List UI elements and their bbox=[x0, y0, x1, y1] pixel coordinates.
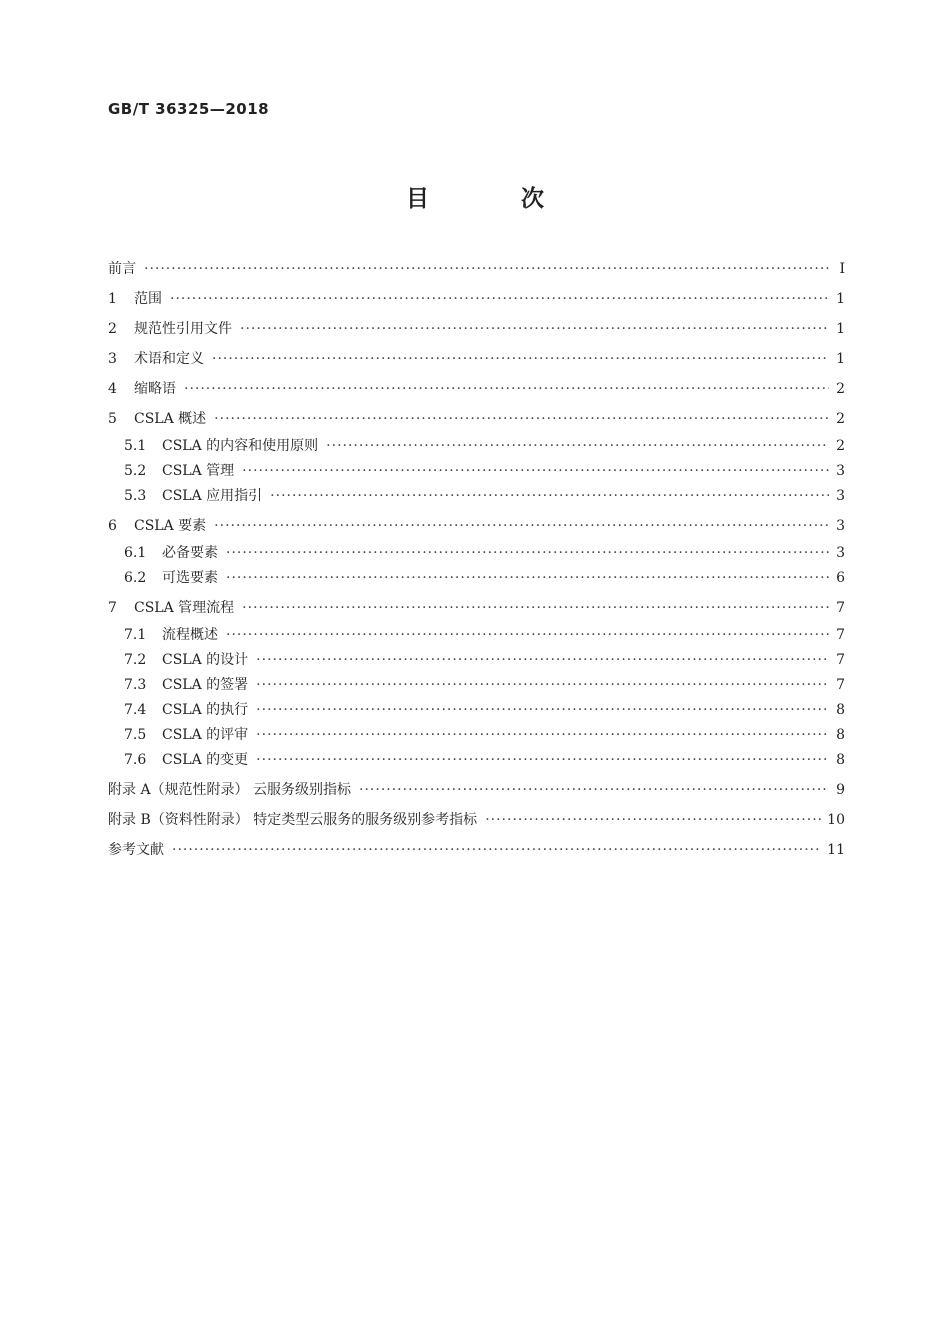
dot-leader bbox=[214, 518, 829, 534]
toc-entry-page: 2 bbox=[836, 438, 845, 454]
toc-entry-number: 5.3 bbox=[124, 488, 147, 504]
toc-entry-page: 3 bbox=[836, 463, 845, 479]
dot-leader bbox=[359, 782, 829, 798]
toc-entry-number: 7.4 bbox=[124, 702, 147, 718]
toc-entry-page: 7 bbox=[836, 600, 845, 616]
dot-leader bbox=[256, 677, 829, 693]
dot-leader bbox=[240, 321, 829, 337]
toc-entry-label: 附录 A（规范性附录） 云服务级别指标 bbox=[108, 782, 352, 798]
toc-entry-page: 6 bbox=[836, 570, 845, 586]
toc-entry-page: 9 bbox=[836, 782, 845, 798]
toc-entry-number: 7.5 bbox=[124, 727, 147, 743]
toc-entry-label: 参考文献 bbox=[108, 842, 164, 858]
dot-leader bbox=[270, 488, 829, 504]
toc-entry-page: 7 bbox=[836, 677, 845, 693]
toc-entry[interactable] bbox=[108, 674, 845, 691]
toc-entry[interactable] bbox=[108, 288, 845, 305]
toc-entry-page: 3 bbox=[836, 488, 845, 504]
toc-entry-page: 8 bbox=[836, 727, 845, 743]
toc-entry-number: 6.2 bbox=[124, 570, 147, 586]
toc-entry-label: CSLA 应用指引 bbox=[162, 488, 263, 504]
dot-leader bbox=[212, 351, 829, 367]
toc-entry-page: 8 bbox=[836, 702, 845, 718]
toc-entry-page: Ⅰ bbox=[839, 261, 845, 277]
toc-entry[interactable] bbox=[108, 724, 845, 741]
dot-leader bbox=[326, 438, 829, 454]
toc-entry[interactable] bbox=[108, 749, 845, 766]
toc-entry-label: CSLA 的内容和使用原则 bbox=[162, 438, 319, 454]
toc-entry[interactable] bbox=[108, 839, 845, 856]
toc-entry-label: CSLA 要素 bbox=[134, 518, 207, 534]
toc-entry-page: 7 bbox=[836, 652, 845, 668]
toc-entry-number: 3 bbox=[108, 351, 117, 367]
dot-leader bbox=[485, 812, 821, 828]
toc-entry-label: CSLA 管理流程 bbox=[134, 600, 235, 616]
toc-entry-number: 6.1 bbox=[124, 545, 147, 561]
toc-entry[interactable] bbox=[108, 649, 845, 666]
toc-entry-page: 10 bbox=[827, 812, 845, 828]
toc-entry[interactable] bbox=[108, 460, 845, 477]
toc-entry[interactable] bbox=[108, 515, 845, 532]
toc-entry-number: 5 bbox=[108, 411, 117, 427]
toc-entry[interactable] bbox=[108, 258, 845, 275]
toc-entry[interactable] bbox=[108, 809, 845, 826]
toc-entry-page: 2 bbox=[836, 411, 845, 427]
toc-entry[interactable] bbox=[108, 318, 845, 335]
dot-leader bbox=[256, 752, 829, 768]
toc-entry-number: 7.3 bbox=[124, 677, 147, 693]
toc-entry-page: 7 bbox=[836, 627, 845, 643]
toc-entry[interactable] bbox=[108, 624, 845, 641]
toc-entry-number: 7 bbox=[108, 600, 117, 616]
toc-entry-number: 7.2 bbox=[124, 652, 147, 668]
toc-title: 目 次 bbox=[405, 186, 586, 212]
dot-leader bbox=[256, 652, 829, 668]
toc-entry-label: CSLA 管理 bbox=[162, 463, 235, 479]
toc-entry-label: CSLA 的评审 bbox=[162, 727, 249, 743]
toc-entry-label: 流程概述 bbox=[162, 627, 218, 643]
toc-entry-label: 范围 bbox=[134, 291, 162, 307]
toc-entry-label: CSLA 的签署 bbox=[162, 677, 249, 693]
dot-leader bbox=[170, 291, 829, 307]
dot-leader bbox=[226, 627, 829, 643]
toc-entry-number: 5.1 bbox=[124, 438, 147, 454]
dot-leader bbox=[256, 702, 829, 718]
toc-entry-number: 2 bbox=[108, 321, 117, 337]
dot-leader bbox=[226, 545, 829, 561]
dot-leader bbox=[184, 381, 829, 397]
toc-entry[interactable] bbox=[108, 435, 845, 452]
dot-leader bbox=[242, 463, 829, 479]
standard-code: GB/T 36325—2018 bbox=[108, 100, 270, 118]
toc-entry-number: 6 bbox=[108, 518, 117, 534]
toc-entry-page: 2 bbox=[836, 381, 845, 397]
toc-entry-number: 5.2 bbox=[124, 463, 147, 479]
toc-entry-page: 1 bbox=[836, 321, 845, 337]
dot-leader bbox=[144, 261, 829, 277]
toc-entry[interactable] bbox=[108, 485, 845, 502]
toc-entry-label: 术语和定义 bbox=[134, 351, 204, 367]
toc-entry-label: CSLA 的执行 bbox=[162, 702, 249, 718]
toc-entry[interactable] bbox=[108, 378, 845, 395]
toc-entry[interactable] bbox=[108, 408, 845, 425]
toc-entry[interactable] bbox=[108, 542, 845, 559]
dot-leader bbox=[256, 727, 829, 743]
toc-entry[interactable] bbox=[108, 597, 845, 614]
toc-entry-number: 7.1 bbox=[124, 627, 147, 643]
toc-entry-label: 必备要素 bbox=[162, 545, 218, 561]
toc-entry-number: 4 bbox=[108, 381, 117, 397]
toc-entry-page: 3 bbox=[836, 518, 845, 534]
dot-leader bbox=[226, 570, 829, 586]
table-of-contents bbox=[108, 258, 845, 856]
dot-leader bbox=[242, 600, 829, 616]
dot-leader bbox=[214, 411, 829, 427]
toc-entry-label: 可选要素 bbox=[162, 570, 218, 586]
toc-entry-label: CSLA 的变更 bbox=[162, 752, 249, 768]
toc-entry[interactable] bbox=[108, 699, 845, 716]
toc-entry[interactable] bbox=[108, 348, 845, 365]
toc-entry-label: 附录 B（资料性附录） 特定类型云服务的服务级别参考指标 bbox=[108, 812, 478, 828]
toc-entry-page: 11 bbox=[827, 842, 845, 858]
toc-entry-page: 8 bbox=[836, 752, 845, 768]
toc-entry-label: CSLA 概述 bbox=[134, 411, 207, 427]
toc-entry[interactable] bbox=[108, 567, 845, 584]
toc-entry-label: 缩略语 bbox=[134, 381, 176, 397]
toc-entry-page: 3 bbox=[836, 545, 845, 561]
toc-entry-label: 规范性引用文件 bbox=[134, 321, 232, 337]
dot-leader bbox=[172, 842, 821, 858]
toc-entry[interactable] bbox=[108, 779, 845, 796]
toc-entry-label: CSLA 的设计 bbox=[162, 652, 249, 668]
toc-entry-number: 1 bbox=[108, 291, 117, 307]
toc-entry-page: 1 bbox=[836, 351, 845, 367]
toc-entry-number: 7.6 bbox=[124, 752, 147, 768]
toc-entry-label: 前言 bbox=[108, 261, 136, 277]
toc-entry-page: 1 bbox=[836, 291, 845, 307]
